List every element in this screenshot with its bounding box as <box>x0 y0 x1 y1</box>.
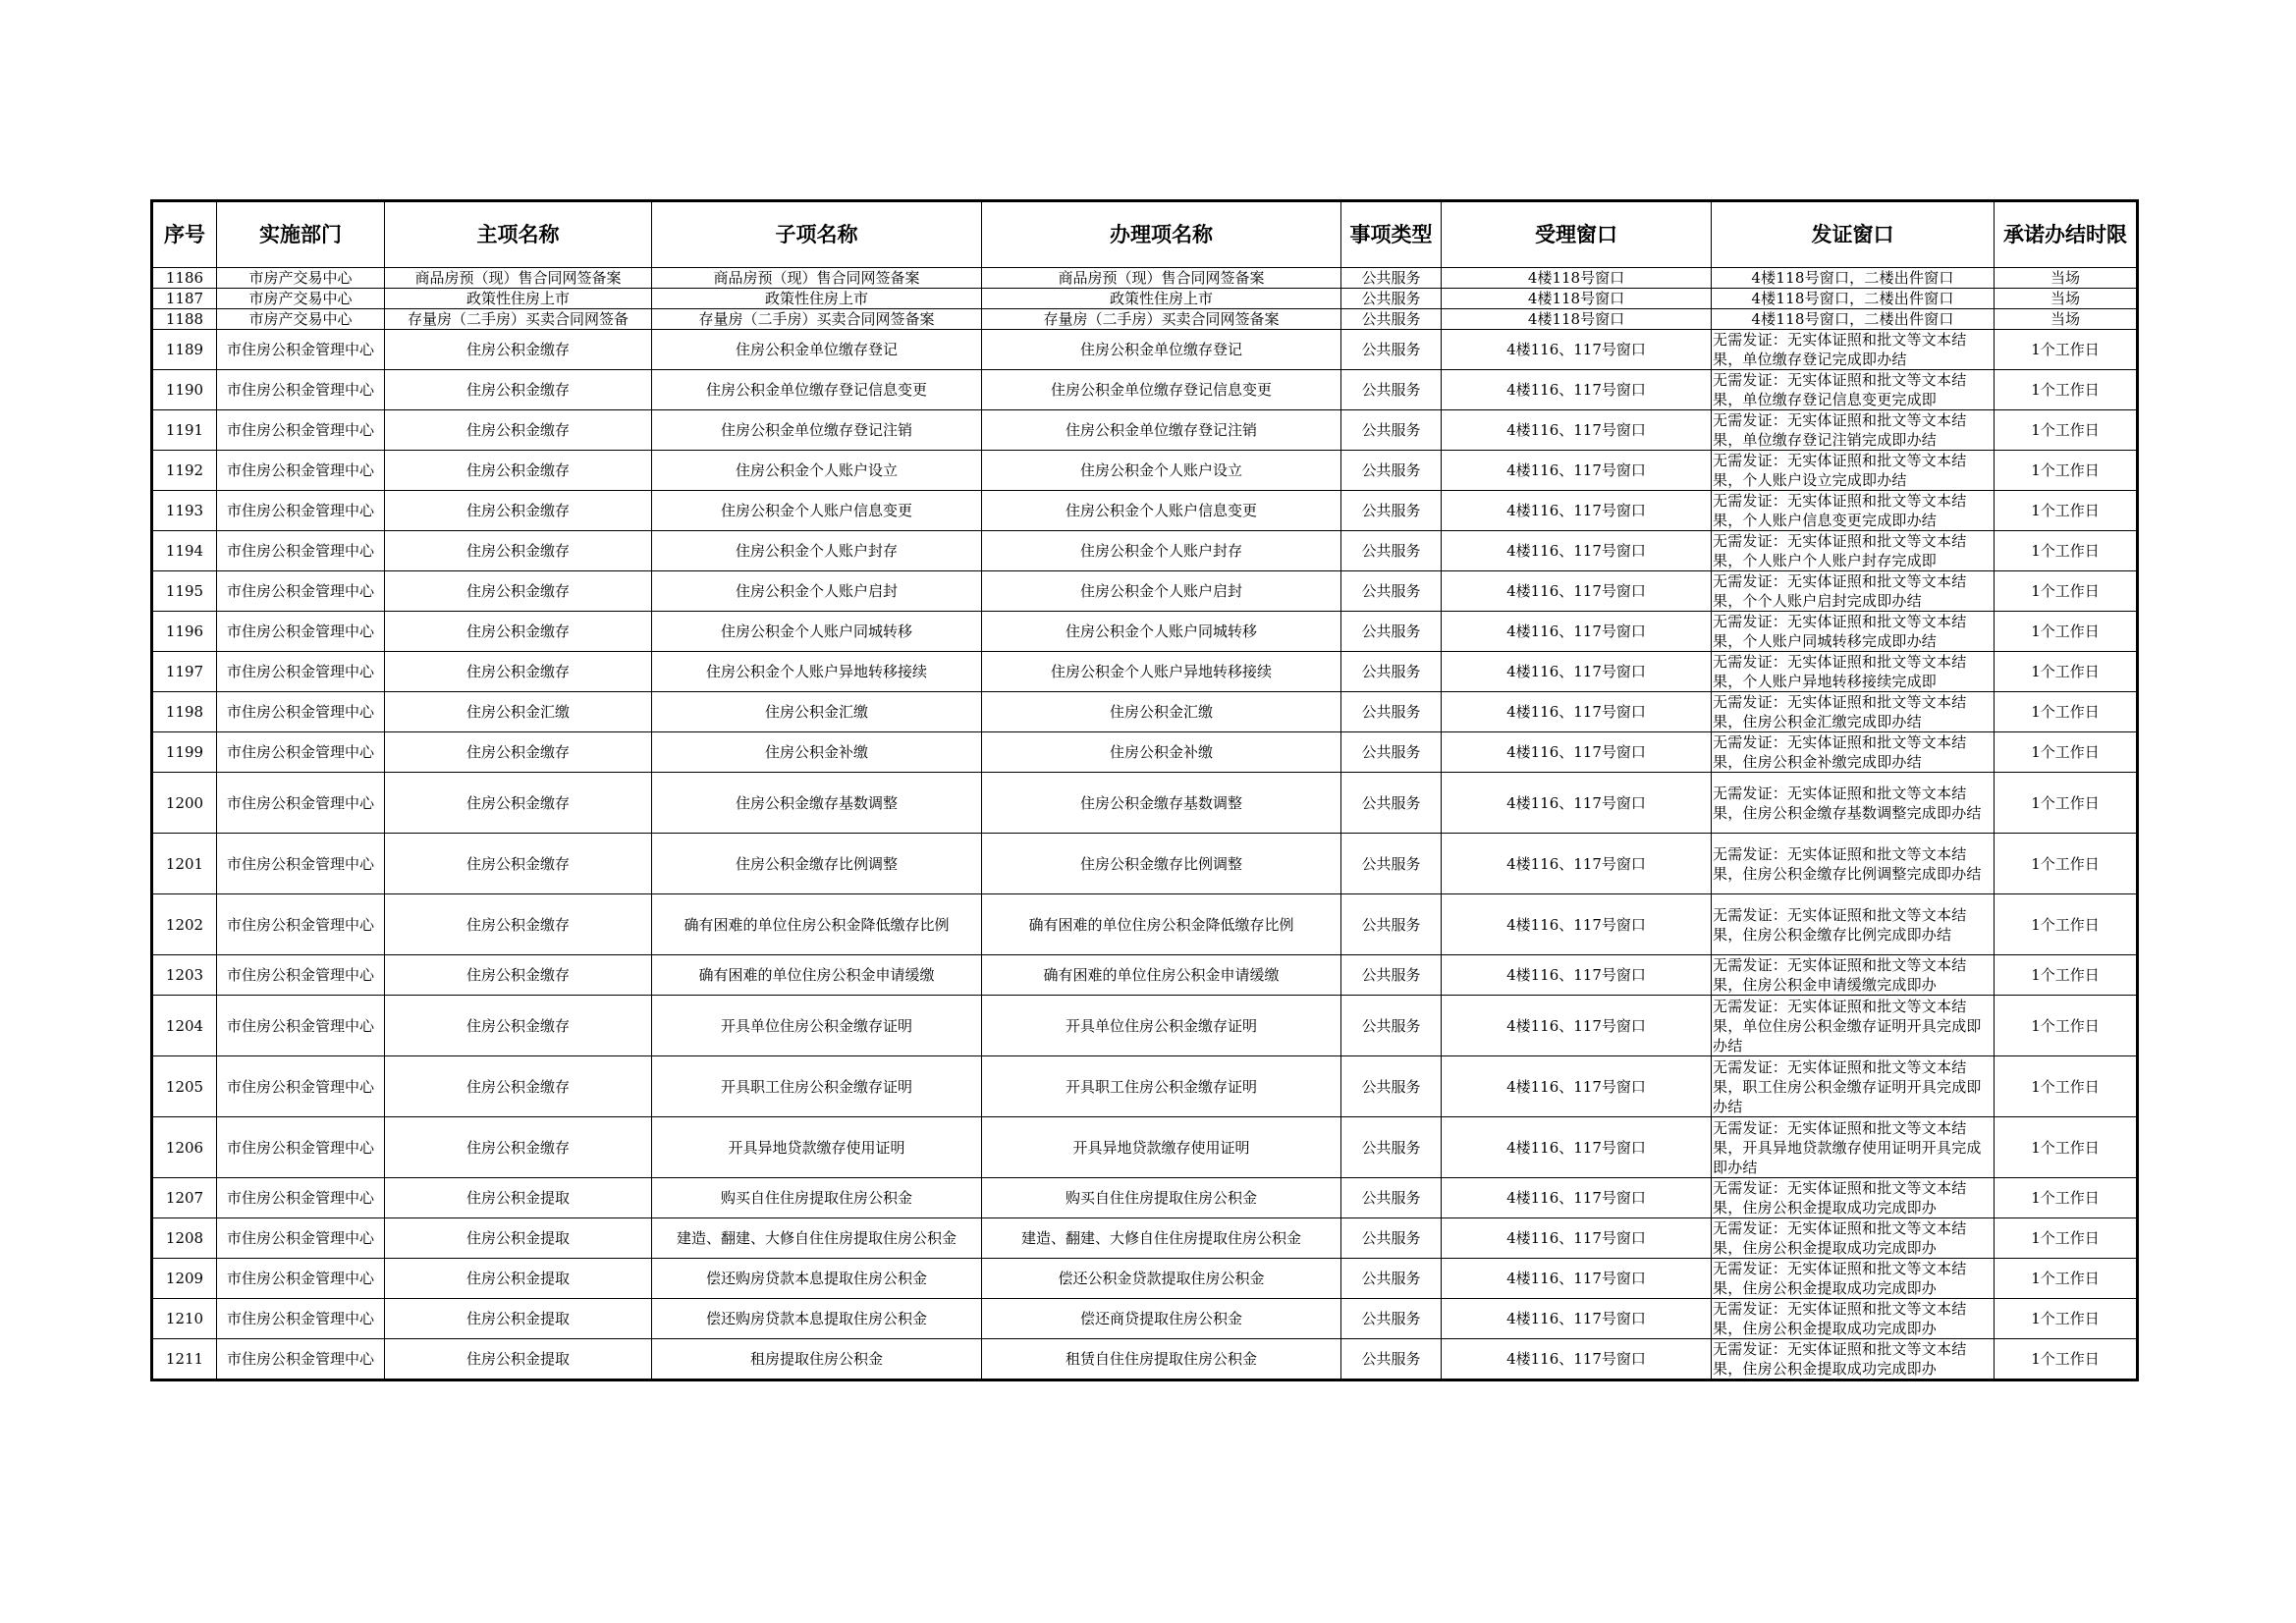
cell-department: 市住房公积金管理中心 <box>217 834 385 894</box>
cell-time-limit: 1个工作日 <box>1995 612 2138 652</box>
cell-cert-window: 无需发证：无实体证照和批文等文本结果，个人账户个人账户封存完成即 <box>1712 531 1995 571</box>
cell-handling-item: 住房公积金缴存基数调整 <box>982 773 1341 834</box>
cell-department: 市住房公积金管理中心 <box>217 451 385 491</box>
header-row <box>152 201 2138 268</box>
cell-main-item: 存量房（二手房）买卖合同网签备 <box>385 309 652 330</box>
cell-item-type: 公共服务 <box>1341 612 1442 652</box>
cell-handling-item: 政策性住房上市 <box>982 289 1341 309</box>
cell-department: 市住房公积金管理中心 <box>217 330 385 370</box>
cell-accept-window: 4楼116、117号窗口 <box>1442 1218 1712 1259</box>
cell-accept-window: 4楼118号窗口 <box>1442 268 1712 289</box>
cell-item-type: 公共服务 <box>1341 773 1442 834</box>
cell-handling-item: 商品房预（现）售合同网签备案 <box>982 268 1341 289</box>
cell-time-limit: 1个工作日 <box>1995 571 2138 612</box>
cell-main-item: 住房公积金缴存 <box>385 955 652 996</box>
cell-main-item: 住房公积金提取 <box>385 1218 652 1259</box>
table-row <box>152 1178 2138 1218</box>
cell-serial: 1200 <box>152 773 217 834</box>
cell-accept-window: 4楼116、117号窗口 <box>1442 732 1712 773</box>
cell-department: 市住房公积金管理中心 <box>217 410 385 451</box>
cell-department: 市住房公积金管理中心 <box>217 1299 385 1339</box>
cell-department: 市住房公积金管理中心 <box>217 1218 385 1259</box>
cell-item-type: 公共服务 <box>1341 330 1442 370</box>
cell-serial: 1191 <box>152 410 217 451</box>
cell-item-type: 公共服务 <box>1341 268 1442 289</box>
cell-handling-item: 住房公积金汇缴 <box>982 692 1341 732</box>
cell-main-item: 住房公积金缴存 <box>385 451 652 491</box>
cell-item-type: 公共服务 <box>1341 692 1442 732</box>
cell-accept-window: 4楼116、117号窗口 <box>1442 330 1712 370</box>
cell-cert-window: 无需发证：无实体证照和批文等文本结果，单位缴存登记信息变更完成即 <box>1712 370 1995 410</box>
cell-main-item: 住房公积金缴存 <box>385 571 652 612</box>
cell-item-type: 公共服务 <box>1341 1056 1442 1117</box>
cell-time-limit: 1个工作日 <box>1995 773 2138 834</box>
cell-sub-item: 住房公积金单位缴存登记信息变更 <box>652 370 982 410</box>
cell-item-type: 公共服务 <box>1341 410 1442 451</box>
cell-sub-item: 住房公积金个人账户设立 <box>652 451 982 491</box>
col-header-sub-item: 子项名称 <box>652 201 982 268</box>
cell-serial: 1192 <box>152 451 217 491</box>
cell-handling-item: 开具单位住房公积金缴存证明 <box>982 996 1341 1056</box>
cell-serial: 1197 <box>152 652 217 692</box>
cell-sub-item: 住房公积金缴存基数调整 <box>652 773 982 834</box>
cell-item-type: 公共服务 <box>1341 955 1442 996</box>
cell-department: 市住房公积金管理中心 <box>217 531 385 571</box>
table-row <box>152 410 2138 451</box>
cell-time-limit: 1个工作日 <box>1995 330 2138 370</box>
cell-department: 市房产交易中心 <box>217 268 385 289</box>
cell-sub-item: 住房公积金个人账户同城转移 <box>652 612 982 652</box>
table-row <box>152 1117 2138 1178</box>
cell-serial: 1199 <box>152 732 217 773</box>
table-row <box>152 531 2138 571</box>
cell-handling-item: 住房公积金单位缴存登记信息变更 <box>982 370 1341 410</box>
cell-item-type: 公共服务 <box>1341 732 1442 773</box>
cell-time-limit: 1个工作日 <box>1995 996 2138 1056</box>
cell-sub-item: 住房公积金个人账户启封 <box>652 571 982 612</box>
cell-sub-item: 偿还购房贷款本息提取住房公积金 <box>652 1299 982 1339</box>
cell-serial: 1206 <box>152 1117 217 1178</box>
table-row <box>152 370 2138 410</box>
cell-time-limit: 当场 <box>1995 268 2138 289</box>
table-row <box>152 1056 2138 1117</box>
cell-accept-window: 4楼116、117号窗口 <box>1442 612 1712 652</box>
cell-department: 市住房公积金管理中心 <box>217 612 385 652</box>
cell-sub-item: 住房公积金汇缴 <box>652 692 982 732</box>
cell-handling-item: 住房公积金补缴 <box>982 732 1341 773</box>
col-header-handling-item: 办理项名称 <box>982 201 1341 268</box>
cell-accept-window: 4楼116、117号窗口 <box>1442 531 1712 571</box>
cell-main-item: 住房公积金提取 <box>385 1299 652 1339</box>
cell-cert-window: 无需发证：无实体证照和批文等文本结果，住房公积金提取成功完成即办 <box>1712 1299 1995 1339</box>
cell-accept-window: 4楼116、117号窗口 <box>1442 410 1712 451</box>
cell-department: 市住房公积金管理中心 <box>217 652 385 692</box>
cell-time-limit: 1个工作日 <box>1995 834 2138 894</box>
cell-sub-item: 确有困难的单位住房公积金申请缓缴 <box>652 955 982 996</box>
cell-main-item: 住房公积金缴存 <box>385 1117 652 1178</box>
cell-time-limit: 1个工作日 <box>1995 955 2138 996</box>
cell-department: 市住房公积金管理中心 <box>217 1117 385 1178</box>
cell-main-item: 住房公积金缴存 <box>385 612 652 652</box>
cell-main-item: 住房公积金缴存 <box>385 491 652 531</box>
cell-cert-window: 无需发证：无实体证照和批文等文本结果，住房公积金缴存比例调整完成即办结 <box>1712 834 1995 894</box>
cell-main-item: 商品房预（现）售合同网签备案 <box>385 268 652 289</box>
service-items-table <box>150 199 2139 1381</box>
cell-main-item: 住房公积金汇缴 <box>385 692 652 732</box>
cell-department: 市住房公积金管理中心 <box>217 1259 385 1299</box>
cell-serial: 1211 <box>152 1339 217 1380</box>
cell-cert-window: 无需发证：无实体证照和批文等文本结果，住房公积金缴存比例完成即办结 <box>1712 894 1995 955</box>
cell-department: 市住房公积金管理中心 <box>217 996 385 1056</box>
cell-department: 市住房公积金管理中心 <box>217 1339 385 1380</box>
cell-handling-item: 存量房（二手房）买卖合同网签备案 <box>982 309 1341 330</box>
cell-time-limit: 1个工作日 <box>1995 1259 2138 1299</box>
cell-department: 市住房公积金管理中心 <box>217 491 385 531</box>
cell-main-item: 住房公积金缴存 <box>385 834 652 894</box>
cell-cert-window: 无需发证：无实体证照和批文等文本结果，单位住房公积金缴存证明开具完成即办结 <box>1712 996 1995 1056</box>
table-row <box>152 1299 2138 1339</box>
cell-main-item: 住房公积金缴存 <box>385 410 652 451</box>
cell-serial: 1187 <box>152 289 217 309</box>
cell-time-limit: 1个工作日 <box>1995 491 2138 531</box>
cell-time-limit: 1个工作日 <box>1995 531 2138 571</box>
col-header-main-item: 主项名称 <box>385 201 652 268</box>
cell-item-type: 公共服务 <box>1341 451 1442 491</box>
cell-time-limit: 1个工作日 <box>1995 370 2138 410</box>
table-row <box>152 330 2138 370</box>
table-row <box>152 773 2138 834</box>
cell-serial: 1209 <box>152 1259 217 1299</box>
table-row <box>152 834 2138 894</box>
cell-department: 市房产交易中心 <box>217 309 385 330</box>
cell-serial: 1188 <box>152 309 217 330</box>
cell-cert-window: 无需发证：无实体证照和批文等文本结果，个人账户异地转移接续完成即 <box>1712 652 1995 692</box>
cell-department: 市住房公积金管理中心 <box>217 571 385 612</box>
cell-cert-window: 4楼118号窗口，二楼出件窗口 <box>1712 268 1995 289</box>
cell-sub-item: 建造、翻建、大修自住住房提取住房公积金 <box>652 1218 982 1259</box>
table-row <box>152 289 2138 309</box>
col-header-accept-window: 受理窗口 <box>1442 201 1712 268</box>
cell-serial: 1196 <box>152 612 217 652</box>
cell-serial: 1194 <box>152 531 217 571</box>
cell-item-type: 公共服务 <box>1341 289 1442 309</box>
cell-cert-window: 无需发证：无实体证照和批文等文本结果，住房公积金申请缓缴完成即办 <box>1712 955 1995 996</box>
table-row <box>152 732 2138 773</box>
cell-sub-item: 开具单位住房公积金缴存证明 <box>652 996 982 1056</box>
cell-item-type: 公共服务 <box>1341 894 1442 955</box>
cell-time-limit: 当场 <box>1995 309 2138 330</box>
cell-accept-window: 4楼116、117号窗口 <box>1442 894 1712 955</box>
cell-cert-window: 无需发证：无实体证照和批文等文本结果，职工住房公积金缴存证明开具完成即办结 <box>1712 1056 1995 1117</box>
cell-item-type: 公共服务 <box>1341 370 1442 410</box>
cell-sub-item: 开具职工住房公积金缴存证明 <box>652 1056 982 1117</box>
cell-accept-window: 4楼118号窗口 <box>1442 289 1712 309</box>
cell-main-item: 住房公积金缴存 <box>385 370 652 410</box>
cell-serial: 1186 <box>152 268 217 289</box>
cell-sub-item: 开具异地贷款缴存使用证明 <box>652 1117 982 1178</box>
cell-serial: 1208 <box>152 1218 217 1259</box>
cell-department: 市住房公积金管理中心 <box>217 773 385 834</box>
cell-cert-window: 无需发证：无实体证照和批文等文本结果，住房公积金缴存基数调整完成即办结 <box>1712 773 1995 834</box>
cell-sub-item: 住房公积金单位缴存登记注销 <box>652 410 982 451</box>
cell-handling-item: 开具职工住房公积金缴存证明 <box>982 1056 1341 1117</box>
cell-cert-window: 无需发证：无实体证照和批文等文本结果，个个人账户启封完成即办结 <box>1712 571 1995 612</box>
cell-sub-item: 政策性住房上市 <box>652 289 982 309</box>
cell-accept-window: 4楼116、117号窗口 <box>1442 996 1712 1056</box>
cell-handling-item: 住房公积金个人账户信息变更 <box>982 491 1341 531</box>
cell-time-limit: 1个工作日 <box>1995 692 2138 732</box>
cell-accept-window: 4楼116、117号窗口 <box>1442 491 1712 531</box>
cell-accept-window: 4楼116、117号窗口 <box>1442 955 1712 996</box>
cell-time-limit: 1个工作日 <box>1995 410 2138 451</box>
cell-item-type: 公共服务 <box>1341 309 1442 330</box>
cell-time-limit: 1个工作日 <box>1995 894 2138 955</box>
cell-time-limit: 1个工作日 <box>1995 732 2138 773</box>
cell-item-type: 公共服务 <box>1341 1178 1442 1218</box>
cell-time-limit: 1个工作日 <box>1995 652 2138 692</box>
cell-item-type: 公共服务 <box>1341 531 1442 571</box>
cell-cert-window: 无需发证：无实体证照和批文等文本结果，个人账户信息变更完成即办结 <box>1712 491 1995 531</box>
cell-handling-item: 住房公积金单位缴存登记注销 <box>982 410 1341 451</box>
cell-department: 市住房公积金管理中心 <box>217 1178 385 1218</box>
cell-time-limit: 1个工作日 <box>1995 1218 2138 1259</box>
cell-item-type: 公共服务 <box>1341 996 1442 1056</box>
cell-accept-window: 4楼116、117号窗口 <box>1442 370 1712 410</box>
cell-department: 市住房公积金管理中心 <box>217 955 385 996</box>
cell-department: 市住房公积金管理中心 <box>217 732 385 773</box>
cell-time-limit: 当场 <box>1995 289 2138 309</box>
cell-time-limit: 1个工作日 <box>1995 1178 2138 1218</box>
cell-sub-item: 存量房（二手房）买卖合同网签备案 <box>652 309 982 330</box>
cell-serial: 1193 <box>152 491 217 531</box>
cell-main-item: 住房公积金缴存 <box>385 894 652 955</box>
table-row <box>152 692 2138 732</box>
cell-item-type: 公共服务 <box>1341 1259 1442 1299</box>
cell-main-item: 住房公积金缴存 <box>385 773 652 834</box>
cell-sub-item: 租房提取住房公积金 <box>652 1339 982 1380</box>
cell-handling-item: 租赁自住住房提取住房公积金 <box>982 1339 1341 1380</box>
cell-item-type: 公共服务 <box>1341 834 1442 894</box>
cell-handling-item: 建造、翻建、大修自住住房提取住房公积金 <box>982 1218 1341 1259</box>
col-header-cert-window: 发证窗口 <box>1712 201 1995 268</box>
cell-main-item: 住房公积金缴存 <box>385 732 652 773</box>
cell-serial: 1210 <box>152 1299 217 1339</box>
cell-handling-item: 偿还商贷提取住房公积金 <box>982 1299 1341 1339</box>
col-header-department: 实施部门 <box>217 201 385 268</box>
cell-serial: 1203 <box>152 955 217 996</box>
cell-time-limit: 1个工作日 <box>1995 1056 2138 1117</box>
table-row <box>152 268 2138 289</box>
table-row <box>152 491 2138 531</box>
cell-accept-window: 4楼116、117号窗口 <box>1442 692 1712 732</box>
cell-accept-window: 4楼116、117号窗口 <box>1442 773 1712 834</box>
cell-accept-window: 4楼116、117号窗口 <box>1442 1339 1712 1380</box>
table-row <box>152 451 2138 491</box>
document-page <box>150 199 2139 1381</box>
cell-handling-item: 住房公积金个人账户启封 <box>982 571 1341 612</box>
cell-cert-window: 无需发证：无实体证照和批文等文本结果，住房公积金汇缴完成即办结 <box>1712 692 1995 732</box>
cell-cert-window: 无需发证：无实体证照和批文等文本结果，住房公积金提取成功完成即办 <box>1712 1178 1995 1218</box>
cell-serial: 1207 <box>152 1178 217 1218</box>
cell-handling-item: 住房公积金单位缴存登记 <box>982 330 1341 370</box>
cell-sub-item: 购买自住住房提取住房公积金 <box>652 1178 982 1218</box>
cell-department: 市房产交易中心 <box>217 289 385 309</box>
cell-main-item: 住房公积金提取 <box>385 1339 652 1380</box>
cell-main-item: 住房公积金缴存 <box>385 652 652 692</box>
cell-time-limit: 1个工作日 <box>1995 1339 2138 1380</box>
cell-sub-item: 住房公积金个人账户信息变更 <box>652 491 982 531</box>
cell-handling-item: 开具异地贷款缴存使用证明 <box>982 1117 1341 1178</box>
cell-item-type: 公共服务 <box>1341 1339 1442 1380</box>
table-row <box>152 309 2138 330</box>
cell-item-type: 公共服务 <box>1341 1299 1442 1339</box>
cell-sub-item: 确有困难的单位住房公积金降低缴存比例 <box>652 894 982 955</box>
cell-accept-window: 4楼116、117号窗口 <box>1442 1056 1712 1117</box>
table-row <box>152 1218 2138 1259</box>
table-row <box>152 894 2138 955</box>
cell-serial: 1201 <box>152 834 217 894</box>
cell-serial: 1190 <box>152 370 217 410</box>
cell-sub-item: 商品房预（现）售合同网签备案 <box>652 268 982 289</box>
cell-cert-window: 4楼118号窗口，二楼出件窗口 <box>1712 309 1995 330</box>
cell-accept-window: 4楼116、117号窗口 <box>1442 451 1712 491</box>
cell-accept-window: 4楼116、117号窗口 <box>1442 1299 1712 1339</box>
cell-accept-window: 4楼116、117号窗口 <box>1442 652 1712 692</box>
cell-sub-item: 住房公积金补缴 <box>652 732 982 773</box>
col-header-time-limit: 承诺办结时限 <box>1995 201 2138 268</box>
table-row <box>152 1339 2138 1380</box>
cell-handling-item: 住房公积金缴存比例调整 <box>982 834 1341 894</box>
cell-main-item: 住房公积金缴存 <box>385 1056 652 1117</box>
table-body <box>152 268 2138 1380</box>
cell-handling-item: 住房公积金个人账户封存 <box>982 531 1341 571</box>
cell-cert-window: 无需发证：无实体证照和批文等文本结果，住房公积金提取成功完成即办 <box>1712 1218 1995 1259</box>
cell-time-limit: 1个工作日 <box>1995 1299 2138 1339</box>
cell-serial: 1202 <box>152 894 217 955</box>
cell-sub-item: 住房公积金单位缴存登记 <box>652 330 982 370</box>
table-row <box>152 996 2138 1056</box>
table-row <box>152 571 2138 612</box>
cell-accept-window: 4楼116、117号窗口 <box>1442 1178 1712 1218</box>
cell-accept-window: 4楼116、117号窗口 <box>1442 571 1712 612</box>
cell-sub-item: 住房公积金个人账户封存 <box>652 531 982 571</box>
table-row <box>152 955 2138 996</box>
cell-accept-window: 4楼116、117号窗口 <box>1442 834 1712 894</box>
cell-handling-item: 住房公积金个人账户异地转移接续 <box>982 652 1341 692</box>
cell-item-type: 公共服务 <box>1341 491 1442 531</box>
table-row <box>152 652 2138 692</box>
cell-handling-item: 住房公积金个人账户设立 <box>982 451 1341 491</box>
cell-serial: 1195 <box>152 571 217 612</box>
cell-cert-window: 无需发证：无实体证照和批文等文本结果，单位缴存登记注销完成即办结 <box>1712 410 1995 451</box>
cell-cert-window: 无需发证：无实体证照和批文等文本结果，单位缴存登记完成即办结 <box>1712 330 1995 370</box>
cell-accept-window: 4楼118号窗口 <box>1442 309 1712 330</box>
cell-main-item: 政策性住房上市 <box>385 289 652 309</box>
cell-cert-window: 无需发证：无实体证照和批文等文本结果，开具异地贷款缴存使用证明开具完成即办结 <box>1712 1117 1995 1178</box>
cell-handling-item: 确有困难的单位住房公积金申请缓缴 <box>982 955 1341 996</box>
cell-cert-window: 4楼118号窗口，二楼出件窗口 <box>1712 289 1995 309</box>
cell-time-limit: 1个工作日 <box>1995 1117 2138 1178</box>
cell-serial: 1198 <box>152 692 217 732</box>
cell-main-item: 住房公积金提取 <box>385 1259 652 1299</box>
cell-sub-item: 住房公积金缴存比例调整 <box>652 834 982 894</box>
cell-main-item: 住房公积金缴存 <box>385 996 652 1056</box>
cell-main-item: 住房公积金缴存 <box>385 330 652 370</box>
cell-handling-item: 偿还公积金贷款提取住房公积金 <box>982 1259 1341 1299</box>
cell-item-type: 公共服务 <box>1341 652 1442 692</box>
cell-handling-item: 购买自住住房提取住房公积金 <box>982 1178 1341 1218</box>
cell-cert-window: 无需发证：无实体证照和批文等文本结果，住房公积金补缴完成即办结 <box>1712 732 1995 773</box>
table-row <box>152 612 2138 652</box>
cell-main-item: 住房公积金缴存 <box>385 531 652 571</box>
cell-serial: 1189 <box>152 330 217 370</box>
cell-cert-window: 无需发证：无实体证照和批文等文本结果，住房公积金提取成功完成即办 <box>1712 1339 1995 1380</box>
cell-item-type: 公共服务 <box>1341 571 1442 612</box>
cell-accept-window: 4楼116、117号窗口 <box>1442 1259 1712 1299</box>
cell-department: 市住房公积金管理中心 <box>217 370 385 410</box>
cell-item-type: 公共服务 <box>1341 1218 1442 1259</box>
cell-time-limit: 1个工作日 <box>1995 451 2138 491</box>
cell-cert-window: 无需发证：无实体证照和批文等文本结果，住房公积金提取成功完成即办 <box>1712 1259 1995 1299</box>
cell-department: 市住房公积金管理中心 <box>217 894 385 955</box>
cell-main-item: 住房公积金提取 <box>385 1178 652 1218</box>
cell-cert-window: 无需发证：无实体证照和批文等文本结果，个人账户同城转移完成即办结 <box>1712 612 1995 652</box>
table-row <box>152 1259 2138 1299</box>
cell-item-type: 公共服务 <box>1341 1117 1442 1178</box>
cell-department: 市住房公积金管理中心 <box>217 1056 385 1117</box>
cell-serial: 1205 <box>152 1056 217 1117</box>
cell-handling-item: 确有困难的单位住房公积金降低缴存比例 <box>982 894 1341 955</box>
cell-department: 市住房公积金管理中心 <box>217 692 385 732</box>
cell-serial: 1204 <box>152 996 217 1056</box>
cell-sub-item: 住房公积金个人账户异地转移接续 <box>652 652 982 692</box>
col-header-serial: 序号 <box>152 201 217 268</box>
cell-cert-window: 无需发证：无实体证照和批文等文本结果，个人账户设立完成即办结 <box>1712 451 1995 491</box>
cell-sub-item: 偿还购房贷款本息提取住房公积金 <box>652 1259 982 1299</box>
cell-accept-window: 4楼116、117号窗口 <box>1442 1117 1712 1178</box>
cell-handling-item: 住房公积金个人账户同城转移 <box>982 612 1341 652</box>
col-header-item-type: 事项类型 <box>1341 201 1442 268</box>
